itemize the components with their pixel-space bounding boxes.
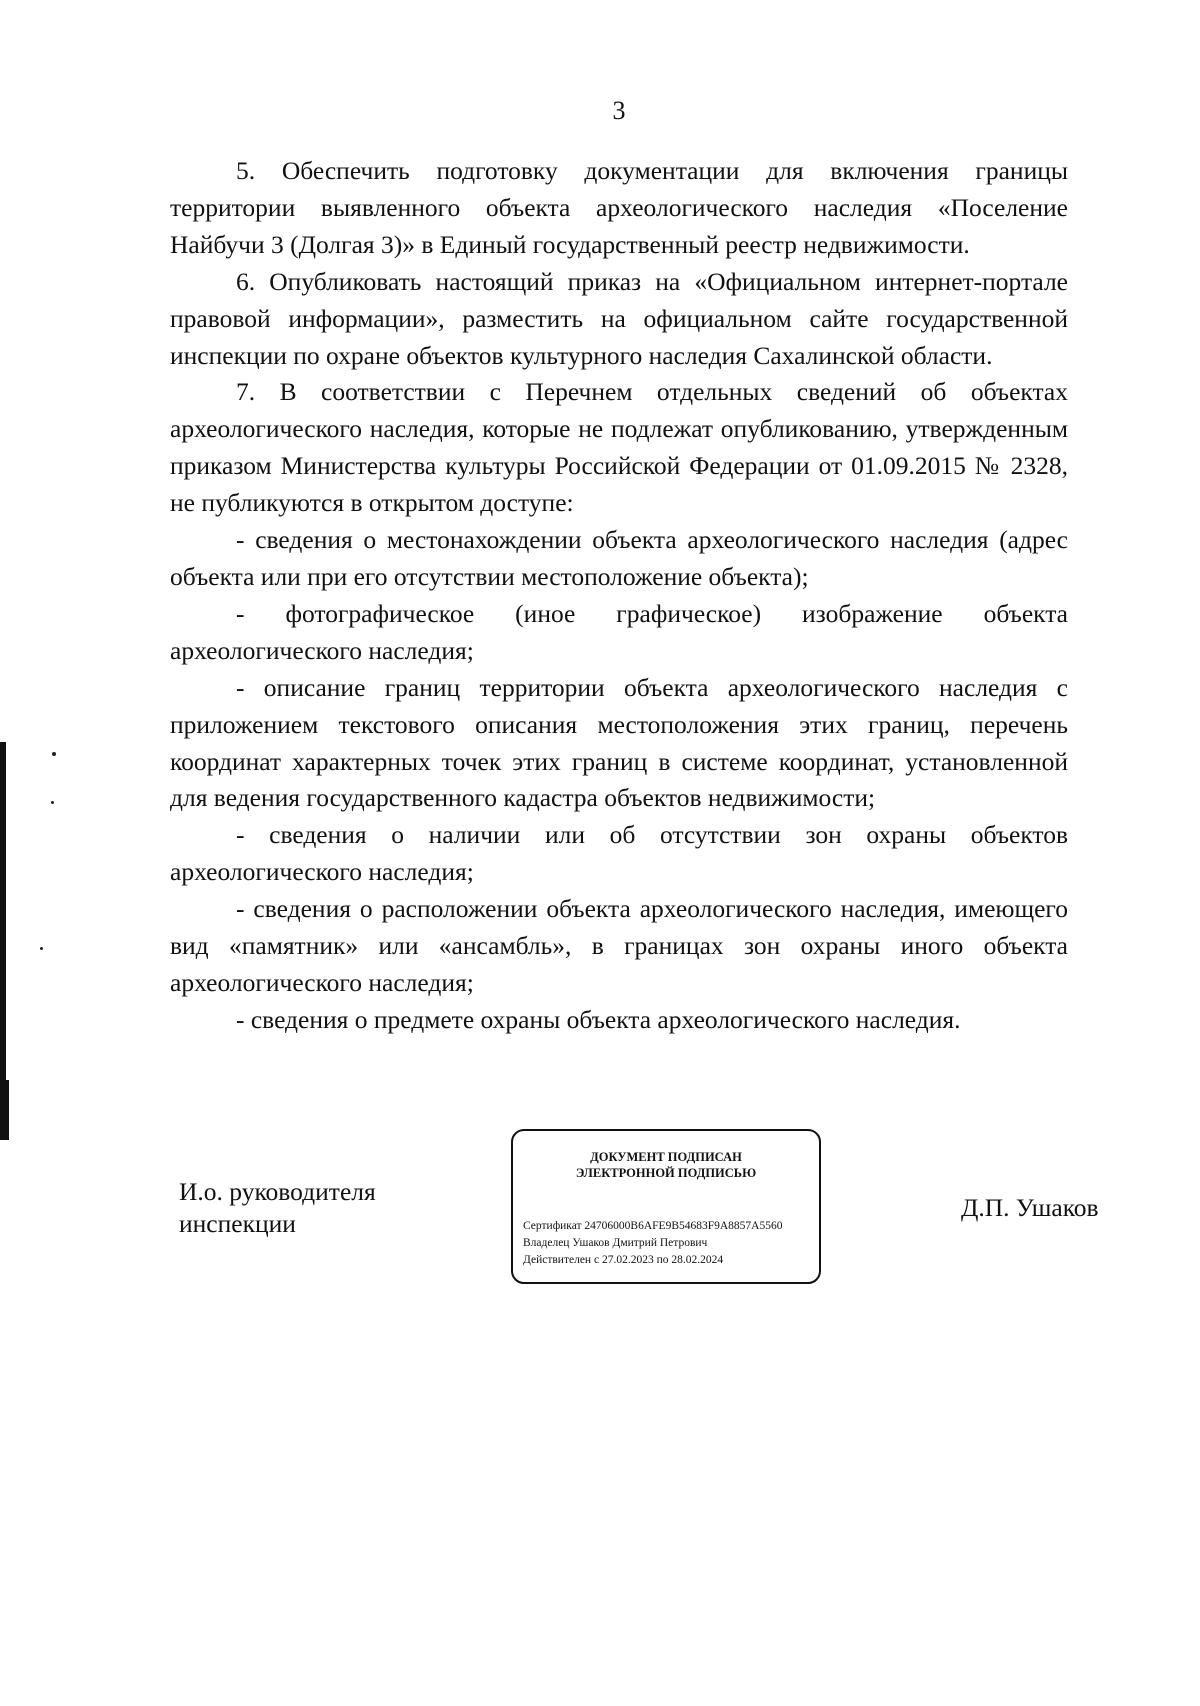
stamp-owner: Владелец Ушаков Дмитрий Петрович: [523, 1237, 708, 1249]
signer-name: Д.П. Ушаков: [961, 1193, 1099, 1222]
scan-speck: [51, 801, 54, 804]
stamp-certificate: Сертификат 24706000B6AFE9B54683F9A8857A5560: [523, 1220, 783, 1232]
list-item-protection-subject: - сведения о предмете охраны объекта археологического наследия.: [236, 1004, 961, 1034]
stamp-validity: Действителен с 27.02.2023 по 28.02.2024: [523, 1254, 724, 1266]
stamp-header-line2: ЭЛЕКТРОННОЙ ПОДПИСЬЮ: [575, 1166, 757, 1180]
list-item-protection-zones: - сведения о наличии или об отсутствии зон охраны объектов археологического наследия;: [170, 820, 1068, 887]
electronic-signature-stamp: [511, 1129, 821, 1284]
list-item-location: - сведения о местонахождении объекта археологического наследия (адрес объекта или при его отсутствии местоположение объекта);: [170, 525, 1068, 591]
stamp-details: [523, 1218, 783, 1269]
signer-title: [179, 1176, 376, 1240]
document-body: [170, 153, 1068, 1039]
stamp-header-line1: ДОКУМЕНТ ПОДПИСАН: [590, 1150, 742, 1164]
paragraph-5: 5. Обеспечить подготовку документации для включения границы территории выявленного объекта археологического наследия «Поселение Найбучи 3 (Долгая 3)» в Единый государственный реестр недвижимости.: [170, 156, 1068, 259]
list-item-photo: - фотографическое (иное графическое) изображение объекта археологического наследия;: [170, 598, 1068, 665]
paragraph-7: 7. В соответствии с Перечнем отдельных сведений об объектах археологического наследия, которые не подлежат опубликованию, утвержденным приказом Министерства культуры Российской Федерации от 01.09.2015 № 2328, не публикуются в открытом доступе:: [170, 377, 1068, 518]
scan-edge-mark: [0, 1080, 9, 1140]
scan-speck: [40, 947, 43, 950]
paragraph-6: 6. Опубликовать настоящий приказ на «Официальном интернет-портале правовой информации», разместить на официальном сайте государственной инспекции по охране объектов культурного наследия Сахалинской области.: [170, 266, 1068, 370]
scan-speck: [52, 752, 56, 756]
list-item-boundaries: - описание границ территории объекта археологического наследия с приложением текстового описания местоположения этих границ, перечень координат характерных точек этих границ в системе координат, установленной для ведения государственного кадастра объектов недвижимости;: [170, 672, 1068, 813]
page-number: 3: [612, 96, 626, 125]
list-item-monument-location: - сведения о расположении объекта археологического наследия, имеющего вид «памятник» или «ансамбль», в границах зон охраны иного объекта археологического наследия;: [170, 894, 1068, 997]
stamp-header: [513, 1149, 819, 1181]
signer-title-line1: И.о. руководителя: [179, 1177, 376, 1206]
signer-title-line2: инспекции: [179, 1209, 296, 1238]
